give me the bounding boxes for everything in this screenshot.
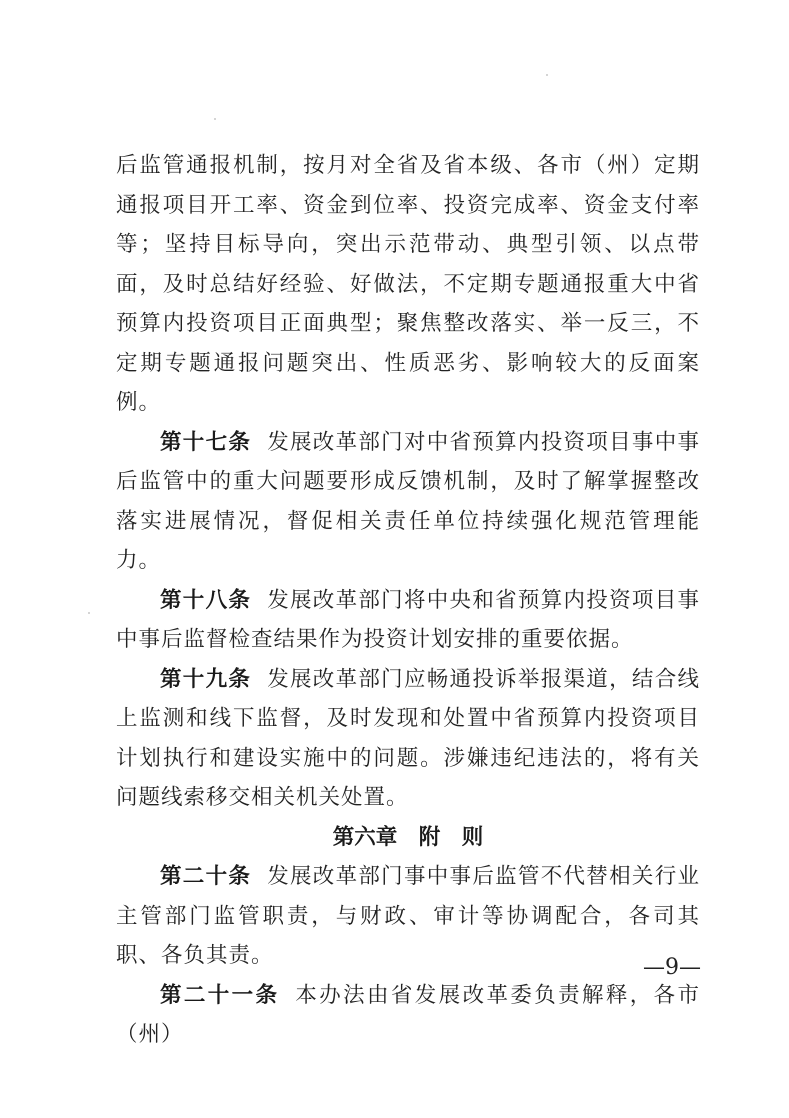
article-19 (116, 660, 700, 818)
article-21 (116, 976, 700, 1055)
article-number: 第十九条 (160, 666, 252, 692)
article-20 (116, 857, 700, 976)
article-number: 第二十条 (160, 864, 252, 889)
article-text: 发展改革部门应畅通投诉举报渠道，结合线上监测和线下监督，及时发现和处置中省预算内投资项目计划执行和建设实施中的问题。涉嫌违纪违法的，将有关问题线索移交相关机关处置。 (116, 666, 700, 810)
article-17 (116, 423, 700, 581)
article-text: 发展改革部门对中省预算内投资项目事中事后监管中的重大问题要形成反馈机制，及时了解掌握整改落实进展情况，督促相关责任单位持续强化规范管理能力。 (116, 429, 700, 573)
article-number: 第二十一条 (160, 982, 280, 1008)
page-number: —9— (643, 955, 701, 980)
article-number: 第十七条 (160, 429, 252, 455)
article-text: 发展改革部门事中事后监管不代替相关行业主管部门监管职责，与财政、审计等协调配合，各司其职、各负其责。 (116, 864, 700, 968)
paragraph-continuation: 后监管通报机制，按月对全省及省本级、各市（州）定期通报项目开工率、资金到位率、投资完成率、资金支付率等；坚持目标导向，突出示范带动、典型引领、以点带面，及时总结好经验、好做法，不定期专题通报重大中省预算内投资项目正面典型；聚焦整改落实、举一反三，不定期专题通报问题突出、性质恶劣、影响较大的反面案例。 (116, 153, 700, 415)
scan-speck (546, 74, 548, 76)
article-text: 发展改革部门将中央和省预算内投资项目事中事后监督检查结果作为投资计划安排的重要依据。 (116, 587, 700, 652)
scan-speck (214, 118, 216, 120)
scan-speck (88, 612, 90, 614)
article-18 (116, 581, 700, 660)
article-text: 本办法由省发展改革委负责解释，各市（州） (116, 982, 700, 1047)
article-number: 第十八条 (160, 587, 252, 613)
chapter-heading: 第六章 附 则 (332, 824, 484, 850)
page-body (116, 146, 700, 1055)
